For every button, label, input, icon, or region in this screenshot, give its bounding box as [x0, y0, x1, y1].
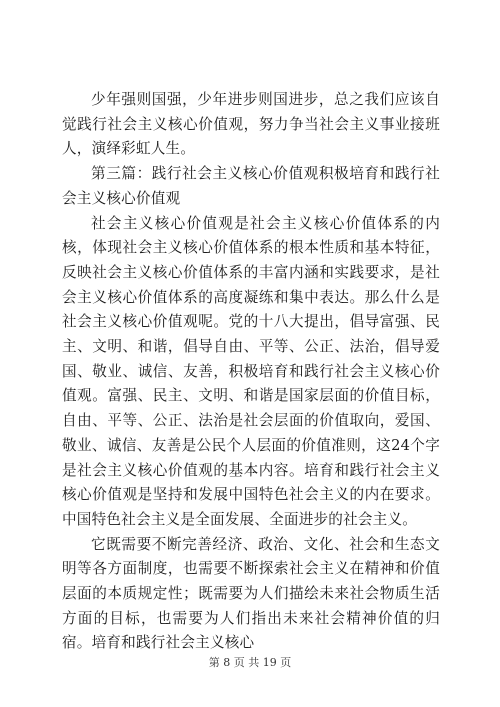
paragraph-intro: 少年强则国强，少年进步则国进步，总之我们应该自觉践行社会主义核心价值观，努力争当社会主义事业接班人，演绎彩虹人生。 — [62, 91, 440, 158]
section-heading: 第三篇：践行社会主义核心价值观积极培育和践行社会主义核心价值观 — [62, 165, 440, 207]
document-body — [62, 88, 440, 656]
page-number-footer: 第 8 页 共 19 页 — [208, 656, 292, 669]
paragraph-continuation: 它既需要不断完善经济、政治、文化、社会和生态文明等各方面制度，也需要不断探索社会主义在精神和价值层面的本质规定性；既需要为人们描绘未来社会物质生活方面的目标，也需要为人们指出未来社会精神价值的归宿。培育和践行社会主义核心 — [62, 535, 440, 652]
paragraph-core-values: 社会主义核心价值观是社会主义核心价值体系的内核，体现社会主义核心价值体系的根本性质和基本特征，反映社会主义核心价值体系的丰富内涵和实践要求，是社会主义核心价值体系的高度凝练和集中表达。那么什么是社会主义核心价值观呢。党的十八大提出，倡导富强、民主、文明、和谐，倡导自由、平等、公正、法治，倡导爱国、敬业、诚信、友善，积极培育和践行社会主义核心价值观。富强、民主、文明、和谐是国家层面的价值目标，自由、平等、公正、法治是社会层面的价值取向，爱国、敬业、诚信、友善是公民个人层面的价值准则，这24个字是社会主义核心价值观的基本内容。培育和践行社会主义核心价值观是坚持和发展中国特色社会主义的内在要求。中国特色社会主义是全面发展、全面进步的社会主义。 — [62, 214, 440, 528]
